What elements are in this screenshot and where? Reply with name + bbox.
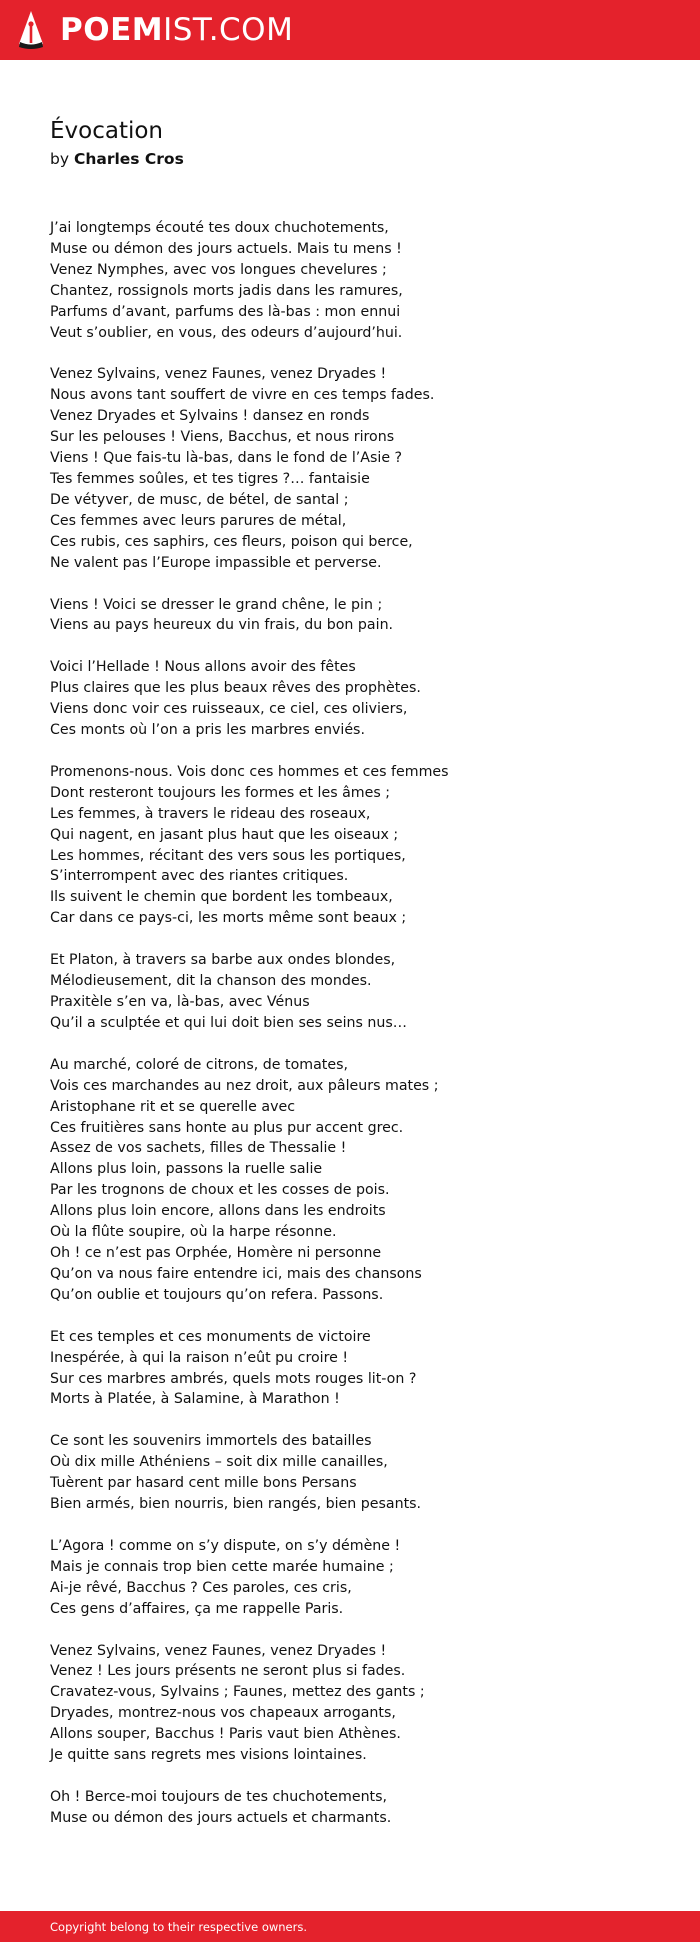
site-logo-link[interactable] [16, 10, 293, 50]
poem-line: Ils suivent le chemin que bordent les tombeaux, [50, 889, 393, 906]
poem-line: Allons souper, Bacchus ! Paris vaut bien Athènes. [50, 1726, 401, 1743]
poem-line: Qui nagent, en jasant plus haut que les oiseaux ; [50, 826, 399, 843]
poem-line: Ai-je rêvé, Bacchus ? Ces paroles, ces cris, [50, 1579, 352, 1596]
poem-line: Au marché, coloré de citrons, de tomates, [50, 1056, 348, 1073]
site-footer [0, 1911, 700, 1942]
stanza [50, 218, 670, 343]
poem-byline [50, 148, 650, 170]
stanza [50, 762, 670, 929]
stanza [50, 657, 670, 741]
poem-line: Muse ou démon des jours actuels et charmants. [50, 1809, 392, 1826]
poem-line: Ces fruitières sans honte au plus pur accent grec. [50, 1119, 404, 1136]
poem-line: Plus claires que les plus beaux rêves des prophètes. [50, 680, 421, 697]
poem-line: Veut s’oublier, en vous, des odeurs d’aujourd’hui. [50, 324, 403, 341]
poem-line: Qu’on oublie et toujours qu’on refera. Passons. [50, 1286, 384, 1303]
stanza [50, 1055, 670, 1306]
poem-line: Sur les pelouses ! Viens, Bacchus, et nous rirons [50, 429, 395, 446]
poem-line: Tes femmes soûles, et tes tigres ?… fantaisie [50, 470, 370, 487]
stanza [50, 1787, 670, 1829]
poem-line: Voici l’Hellade ! Nous allons avoir des fêtes [50, 659, 356, 676]
poem-line: Morts à Platée, à Salamine, à Marathon ! [50, 1391, 340, 1408]
poem-line: Dont resteront toujours les formes et les âmes ; [50, 784, 391, 801]
poem-line: Venez ! Les jours présents ne seront plus si fades. [50, 1663, 406, 1680]
stanza [50, 595, 670, 637]
poem-line: De vétyver, de musc, de bétel, de santal ; [50, 491, 349, 508]
logo-wordmark-strong: POEM [60, 12, 164, 48]
poem-line: Tuèrent par hasard cent mille bons Persans [50, 1475, 357, 1492]
stanza [50, 950, 670, 1034]
poem-line: Aristophane rit et se querelle avec [50, 1098, 296, 1115]
poem-line: Les femmes, à travers le rideau des roseaux, [50, 805, 371, 822]
poem-line: Viens donc voir ces ruisseaux, ce ciel, ces oliviers, [50, 701, 408, 718]
poem-title: Évocation [50, 118, 164, 144]
poem-line: Ce sont les souvenirs immortels des batailles [50, 1433, 372, 1450]
copyright-notice: Copyright belong to their respective owners. [50, 1920, 308, 1934]
poem-line: S’interrompent avec des riantes critiques. [50, 868, 349, 885]
poem-line: L’Agora ! comme on s’y dispute, on s’y démène ! [50, 1537, 401, 1554]
poem-line: Sur ces marbres ambrés, quels mots rouges lit-on ? [50, 1370, 417, 1387]
poem-line: Chantez, rossignols morts jadis dans les ramures, [50, 282, 403, 299]
stanza [50, 364, 670, 573]
site-header [0, 0, 700, 60]
poem-line: Muse ou démon des jours actuels. Mais tu mens ! [50, 240, 402, 257]
poem-line: Où dix mille Athéniens – soit dix mille canailles, [50, 1454, 388, 1471]
author-name: Charles Cros [73, 150, 184, 168]
poem-line: Venez Dryades et Sylvains ! dansez en ronds [50, 408, 370, 425]
poem-line: Je quitte sans regrets mes visions lointaines. [50, 1747, 367, 1764]
poem-line: Venez Sylvains, venez Faunes, venez Dryades ! [50, 366, 387, 383]
stanza [50, 1327, 670, 1411]
poem-line: Oh ! Berce-moi toujours de tes chuchotements, [50, 1789, 388, 1805]
poem-line: Et ces temples et ces monuments de victoire [50, 1328, 371, 1345]
poem-line: Praxitèle s’en va, là-bas, avec Vénus [50, 994, 310, 1010]
byline-prefix: by [50, 150, 70, 168]
poem-line: Qu’on va nous faire entendre ici, mais des chansons [50, 1265, 422, 1282]
poem-line: Bien armés, bien nourris, bien rangés, bien pesants. [50, 1496, 422, 1513]
poem-line: Et Platon, à travers sa barbe aux ondes blondes, [50, 952, 396, 969]
stanza [50, 1431, 670, 1515]
poem-line: Promenons-nous. Vois donc ces hommes et ces femmes [50, 763, 449, 780]
poem-line: Ces femmes avec leurs parures de métal, [50, 512, 347, 529]
poem-line: Parfums d’avant, parfums des là-bas : mon ennui [50, 303, 401, 320]
poem-line: Viens ! Voici se dresser le grand chêne, le pin ; [50, 596, 383, 613]
poem-line: Inespérée, à qui la raison n’eût pu croire ! [50, 1349, 349, 1366]
logo-wordmark [60, 10, 293, 50]
poem-line: Ne valent pas l’Europe impassible et perverse. [50, 554, 382, 571]
poem-line: Viens au pays heureux du vin frais, du bon pain. [50, 617, 394, 634]
poem-line: Mélodieusement, dit la chanson des mondes. [50, 973, 372, 990]
poem-body [50, 218, 670, 1850]
poem-line: Venez Sylvains, venez Faunes, venez Dryades ! [50, 1642, 387, 1659]
poem-line: Allons plus loin encore, allons dans les endroits [50, 1203, 386, 1220]
quill-nib-icon [16, 10, 46, 50]
poem-line: Viens ! Que fais-tu là-bas, dans le fond de l’Asie ? [50, 450, 403, 467]
stanza [50, 1641, 670, 1766]
poem-line: Mais je connais trop bien cette marée humaine ; [50, 1558, 394, 1575]
poem-line: Car dans ce pays-ci, les morts même sont beaux ; [50, 910, 407, 927]
poem-line: J’ai longtemps écouté tes doux chuchotements, [50, 220, 389, 236]
poem-line: Dryades, montrez-nous vos chapeaux arrogants, [50, 1705, 396, 1722]
poem-line: Ces rubis, ces saphirs, ces fleurs, poison qui berce, [50, 533, 413, 550]
poem-line: Ces monts où l’on a pris les marbres enviés. [50, 722, 365, 739]
poem-heading [50, 114, 650, 170]
poem-line: Vois ces marchandes au nez droit, aux pâleurs mates ; [50, 1077, 439, 1094]
poem-line: Oh ! ce n’est pas Orphée, Homère ni personne [50, 1244, 382, 1261]
poem-line: Où la flûte soupire, où la harpe résonne. [50, 1224, 337, 1241]
poem-line: Qu’il a sculptée et qui lui doit bien ses seins nus… [50, 1014, 407, 1031]
poem-line: Allons plus loin, passons la ruelle salie [50, 1161, 323, 1178]
poem-line: Nous avons tant souffert de vivre en ces temps fades. [50, 387, 435, 404]
stanza [50, 1536, 670, 1620]
poem-line: Assez de vos sachets, filles de Thessalie ! [50, 1140, 347, 1157]
poem-line: Les hommes, récitant des vers sous les portiques, [50, 847, 406, 864]
poem-line: Par les trognons de choux et les cosses de pois. [50, 1182, 390, 1199]
poem-line: Venez Nymphes, avec vos longues chevelures ; [50, 261, 387, 278]
poem-line: Cravatez-vous, Sylvains ; Faunes, mettez des gants ; [50, 1684, 425, 1701]
poem-line: Ces gens d’affaires, ça me rappelle Paris. [50, 1600, 344, 1617]
logo-wordmark-light: IST.COM [163, 12, 294, 48]
